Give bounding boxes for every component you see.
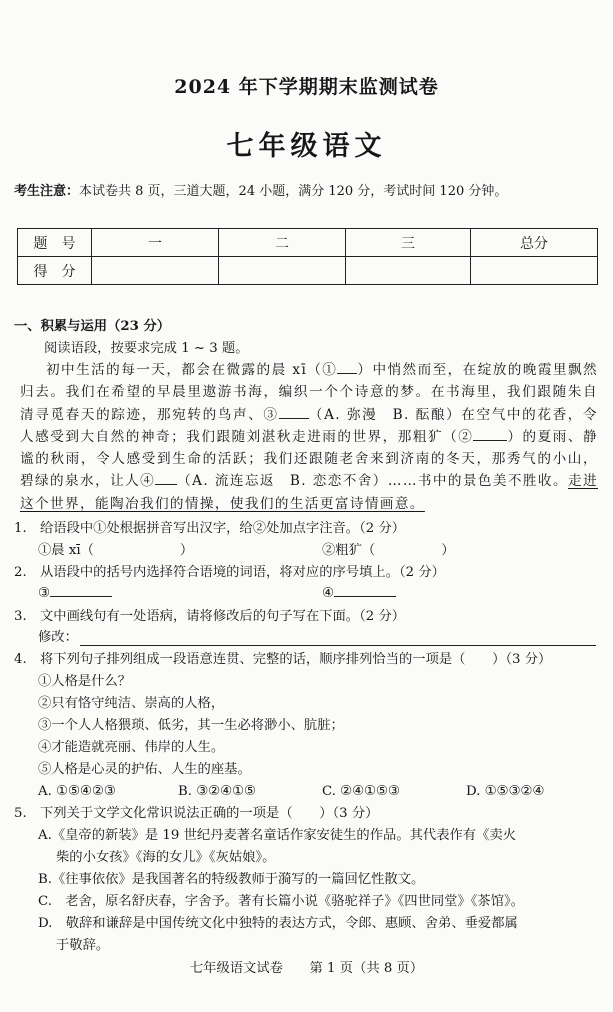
reading-passage bbox=[20, 359, 598, 515]
reading-instruction: 阅读语段，按要求完成 1 ~ 3 题。 bbox=[44, 341, 249, 356]
passage-part3: （A. 弥漫 B. 酝酿）在空气中的花香，令人感受到大自然的神奇；我们跟随刘湛秋走进雨的世界，那粗犷（② bbox=[20, 406, 598, 445]
score-cell-part2: 二 bbox=[219, 229, 346, 257]
passage-blank-4[interactable] bbox=[155, 484, 177, 485]
q4-item-3: ③一个人人格猥琐、低劣，其一生必将渺小、肮脏； bbox=[38, 718, 344, 733]
q4-option-b[interactable]: B. ③②④①⑤ bbox=[178, 784, 256, 799]
q4-option-a[interactable]: A. ①⑤④②③ bbox=[38, 784, 116, 799]
q2-a-label: ③ bbox=[38, 586, 50, 601]
passage-blank-3[interactable] bbox=[279, 418, 309, 419]
q1-a-close: ） bbox=[179, 543, 194, 558]
score-field-total[interactable] bbox=[471, 257, 598, 285]
score-cell-label: 题 号 bbox=[18, 229, 92, 257]
score-field-part2[interactable] bbox=[219, 257, 346, 285]
question-1-part-b bbox=[322, 540, 454, 562]
score-field-part3[interactable] bbox=[346, 257, 471, 285]
question-2-part-b bbox=[322, 583, 396, 605]
passage-blank-2[interactable] bbox=[473, 440, 507, 441]
q1-b-label: ②粗犷（ bbox=[322, 543, 376, 558]
question-3-stem: 3. 文中画线句有一处语病，请将修改后的句子写在下面。（2 分） bbox=[14, 609, 406, 624]
q4-option-d[interactable]: D. ①⑤③②④ bbox=[466, 784, 545, 799]
score-field-part1[interactable] bbox=[92, 257, 219, 285]
score-cell-part3: 三 bbox=[346, 229, 471, 257]
q4-option-c[interactable]: C. ②④①⑤③ bbox=[322, 784, 400, 799]
score-table-score-row bbox=[18, 257, 598, 285]
q5-option-a-line1[interactable]: A.《皇帝的新装》是 19 世纪丹麦著名童话作家安徒生的作品。其代表作有《卖火 bbox=[38, 828, 516, 843]
question-1-stem: 1. 给语段中①处根据拼音写出汉字，给②处加点字注音。（2 分） bbox=[14, 521, 406, 536]
exam-subject: 七年级语文 bbox=[226, 131, 387, 162]
q1-b-close: ） bbox=[441, 543, 455, 558]
question-2-stem: 2. 从语段中的括号内选择符合语境的词语，将对应的序号填上。（2 分） bbox=[14, 565, 445, 580]
passage-part4: ）的夏雨、静谧的秋雨，令人感受到生命的活跃；我们还跟随老舍来到济南的冬天，那秀气的小山，碧绿的泉水，让人④ bbox=[20, 428, 598, 490]
q4-item-5: ⑤人格是心灵的护佑、人生的座基。 bbox=[38, 762, 251, 777]
exam-title: 2024 年下学期期末监测试卷 bbox=[174, 76, 439, 98]
question-2-part-a bbox=[38, 583, 112, 605]
underlined-sentence: 走进这个世界，能陶冶我们的情操，使我们的生活更富诗情画意。 bbox=[20, 473, 598, 512]
passage-part5: （A. 流连忘返 B. 恋恋不舍）……书中的景色美不胜收。 bbox=[177, 473, 568, 490]
page-footer: 七年级语文试卷 第 1 页（共 8 页） bbox=[189, 961, 424, 976]
q5-option-a-line2[interactable]: 柴的小女孩》《海的女儿》《灰姑娘》。 bbox=[56, 850, 276, 865]
question-5-stem: 5. 下列关于文学文化常识说法正确的一项是（ ）（3 分） bbox=[14, 806, 379, 821]
q1-a-label: ①晨 xī（ bbox=[38, 543, 94, 558]
question-4-stem: 4. 将下列句子排列组成一段语意连贯、完整的话，顺序排列恰当的一项是（ ）（3 分） bbox=[14, 652, 552, 667]
q2-b-answer[interactable] bbox=[334, 596, 396, 597]
candidate-notice bbox=[14, 180, 604, 199]
q5-option-c[interactable]: C. 老舍，原名舒庆春，字舍予。著有长篇小说《骆驼祥子》《四世同堂》《茶馆》。 bbox=[38, 894, 524, 909]
notice-text: 本试卷共 8 页，三道大题，24 小题，满分 120 分，考试时间 120 分钟。 bbox=[79, 184, 508, 199]
q4-item-2: ②只有恪守纯洁、崇高的人格， bbox=[38, 696, 225, 711]
q2-a-answer[interactable] bbox=[50, 596, 112, 597]
score-row-label: 得 分 bbox=[18, 257, 92, 285]
q5-option-b[interactable]: B.《往事依依》是我国著名的特级教师于漪写的一篇回忆性散文。 bbox=[38, 872, 425, 887]
score-cell-part1: 一 bbox=[92, 229, 219, 257]
score-cell-total: 总分 bbox=[471, 229, 598, 257]
section-heading: 一、积累与运用（23 分） bbox=[14, 319, 171, 334]
question-1-part-a bbox=[38, 540, 193, 562]
notice-label: 考生注意： bbox=[14, 184, 80, 199]
question-3-fix-label: 修改： bbox=[38, 630, 78, 645]
q4-item-4: ④才能造就亮丽、伟岸的人生。 bbox=[38, 740, 225, 755]
question-3-answer-line[interactable] bbox=[80, 645, 596, 646]
q5-option-d-line1[interactable]: D. 敬辞和谦辞是中国传统文化中独特的表达方式，令郎、惠顾、舍弟、垂爱都属 bbox=[38, 916, 518, 931]
score-table bbox=[17, 228, 598, 285]
q4-item-1: ①人格是什么？ bbox=[38, 674, 132, 689]
passage-blank-1[interactable] bbox=[337, 373, 357, 374]
passage-part1: 初中生活的每一天，都会在微露的晨 xī（① bbox=[46, 362, 338, 378]
q2-b-label: ④ bbox=[322, 586, 334, 601]
q5-option-d-line2[interactable]: 于敬辞。 bbox=[56, 938, 110, 953]
score-table-header-row bbox=[18, 229, 598, 257]
passage-part2: ）中悄然而至，在绽放的晚霞里飘然归去。我们在希望的早晨里遨游书海，编织一个个诗意的梦。在书海里，我们跟随朱自清寻觅春天的踪迹，那宛转的鸟声、③ bbox=[20, 362, 599, 423]
